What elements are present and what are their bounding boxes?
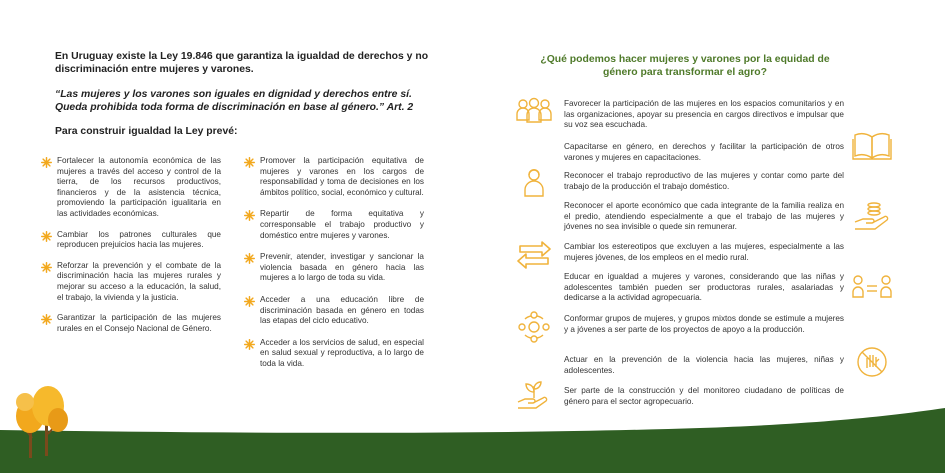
action-item: Reconocer el aporte económico que cada integrante de la familia realiza en el predio, atendiendo especialmente a que el trabajo de las mujeres y jóvenes no sea invisible o quede sin remunerar. bbox=[564, 201, 844, 232]
list-item bbox=[244, 156, 424, 198]
green-ground bbox=[0, 398, 945, 473]
bullet-text: Acceder a los servicios de salud, en especial en salud sexual y reproductiva, a lo largo de toda la vida. bbox=[260, 337, 424, 368]
action-item: Cambiar los estereotipos que excluyen a las mujeres, especialmente a las mujeres jóvenes, de los empleos en el medio rural. bbox=[564, 242, 844, 262]
list-item bbox=[244, 209, 424, 241]
hand-coins-icon bbox=[852, 200, 892, 232]
list-item bbox=[41, 156, 221, 220]
stop-violence-hand-icon bbox=[852, 346, 892, 378]
sun-bullet-icon bbox=[41, 262, 52, 273]
community-circle-icon bbox=[514, 311, 554, 343]
bullet-text: Fortalecer la autonomía económica de las mujeres a través del acceso y control de la tierra, de los recursos productivos, financieros y de la asistencia técnica, promoviendo la participación igualitaria en las actividades económicas. bbox=[57, 156, 221, 218]
sun-bullet-icon bbox=[244, 253, 255, 264]
middle-bullet-list bbox=[244, 156, 424, 381]
law-lead: Para construir igualdad la Ley prevé: bbox=[55, 126, 238, 137]
sun-bullet-icon bbox=[244, 339, 255, 350]
group-people-icon bbox=[514, 96, 554, 128]
bullet-text: Prevenir, atender, investigar y sancionar la violencia basada en género hacia las mujeres a lo largo de toda su vida. bbox=[260, 252, 424, 283]
right-page-title: ¿Qué podemos hacer mujeres y varones por la equidad de género para transformar el agro? bbox=[540, 54, 830, 78]
law-quote: “Las mujeres y los varones son iguales en dignidad y derechos entre sí. Queda prohibida toda forma de discriminación en base al género.” Art. 2 bbox=[55, 89, 414, 113]
bullet-text: Acceder a una educación libre de discriminación basada en género en todas las etapas del ciclo educativo. bbox=[260, 294, 424, 326]
action-item: Educar en igualdad a mujeres y varones, considerando que las niñas y adolescentes también pueden ser productoras rurales, asalariadas y dedicarse a la actividad agropecuaria. bbox=[564, 272, 844, 303]
list-item bbox=[41, 230, 221, 251]
bullet-text: Reforzar la prevención y el combate de la discriminación hacia las mujeres rurales y mejorar su acceso a la educación, la salud, el trabajo, la vivienda y la justicia. bbox=[57, 260, 221, 302]
bullet-text: Repartir de forma equitativa y corresponsable el trabajo productivo y doméstico entre mujeres y varones. bbox=[260, 209, 424, 240]
sun-bullet-icon bbox=[41, 157, 52, 168]
action-item: Favorecer la participación de las mujeres en los espacios comunitarios y en las organizaciones, apoyar su presencia en cargos directivos e impulsar que su voz sea escuchada. bbox=[564, 99, 844, 130]
list-item bbox=[244, 252, 424, 284]
list-item bbox=[244, 295, 424, 327]
list-item bbox=[41, 313, 221, 334]
sun-bullet-icon bbox=[244, 296, 255, 307]
bullet-text: Cambiar los patrones culturales que reproducen prejuicios hacia las mujeres. bbox=[57, 229, 221, 250]
sun-bullet-icon bbox=[41, 314, 52, 325]
sun-bullet-icon bbox=[41, 231, 52, 242]
left-bullet-list bbox=[41, 156, 221, 344]
law-intro: En Uruguay existe la Ley 19.846 que garantiza la igualdad de derechos y no discriminación entre mujeres y varones. bbox=[55, 51, 429, 75]
action-item: Ser parte de la construcción y del monitoreo ciudadano de políticas de género para el sector agropecuario. bbox=[564, 386, 844, 406]
tree-illustration bbox=[14, 380, 72, 460]
equality-people-icon bbox=[852, 271, 892, 303]
action-item: Capacitarse en género, en derechos y facilitar la participación de otros varones y mujeres en capacitaciones. bbox=[564, 142, 844, 162]
action-item: Reconocer el trabajo reproductivo de las mujeres y contar como parte del trabajo de la producción el trabajo doméstico. bbox=[564, 171, 844, 191]
sun-bullet-icon bbox=[244, 157, 255, 168]
exchange-arrows-icon bbox=[514, 238, 554, 270]
action-item: Conformar grupos de mujeres, y grupos mixtos donde se estimule a mujeres y a jóvenes a ser parte de los proyectos de apoyo a la producción. bbox=[564, 314, 844, 334]
action-item: Actuar en la prevención de la violencia hacia las mujeres, niñas y adolescentes. bbox=[564, 355, 844, 375]
list-item bbox=[41, 261, 221, 303]
list-item bbox=[244, 338, 424, 370]
bullet-text: Promover la participación equitativa de mujeres y varones en los cargos de responsabilidad y toma de decisiones en los ámbitos político, social, económico y cultural. bbox=[260, 156, 424, 197]
woman-icon bbox=[514, 166, 554, 198]
open-book-icon bbox=[852, 129, 892, 161]
bullet-text: Garantizar la participación de las mujeres rurales en el Consejo Nacional de Género. bbox=[57, 313, 221, 333]
sun-bullet-icon bbox=[244, 210, 255, 221]
